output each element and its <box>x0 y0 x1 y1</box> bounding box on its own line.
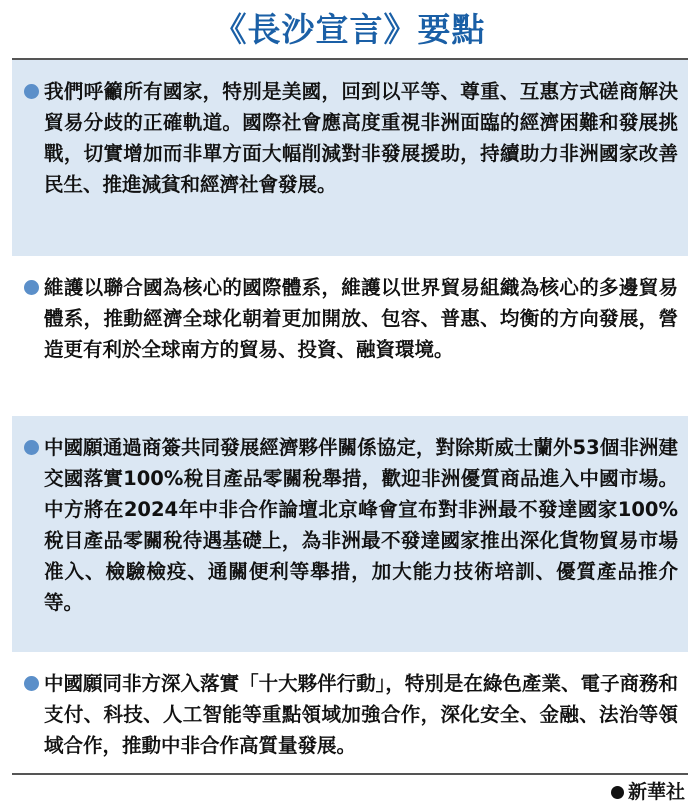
credit-dot-icon <box>611 786 624 799</box>
bullet-dot-icon <box>24 440 39 455</box>
bottom-divider <box>12 773 688 775</box>
point-text-1: 我們呼籲所有國家，特別是美國，回到以平等、尊重、互惠方式磋商解決貿易分歧的正確軌道。國際社會應高度重視非洲面臨的經濟困難和發展挑戰，切實增加而非單方面大幅削減對非發展援助，持續助力非洲國家改善民生、推進減貧和經濟社會發展。 <box>44 80 678 196</box>
point-item-3 <box>24 432 678 618</box>
bullet-dot-icon <box>24 280 39 295</box>
point-panel-4 <box>12 652 688 772</box>
point-text-2: 維護以聯合國為核心的國際體系，維護以世界貿易組織為核心的多邊貿易體系，推動經濟全球化朝着更加開放、包容、普惠、均衡的方向發展，營造更有利於全球南方的貿易、投資、融資環境。 <box>44 276 678 361</box>
point-item-2 <box>24 272 678 365</box>
point-panel-2 <box>12 256 688 416</box>
point-text-4: 中國願同非方深入落實「十大夥伴行動」，特別是在綠色產業、電子商務和支付、科技、人工智能等重點領域加強合作，深化安全、金融、法治等領域合作，推動中非合作高質量發展。 <box>44 672 678 757</box>
source-credit <box>611 779 685 805</box>
source-credit-text: 新華社 <box>627 781 685 803</box>
page-title: 《長沙宣言》要點 <box>213 10 486 49</box>
point-item-4 <box>24 668 678 761</box>
point-item-1 <box>24 76 678 200</box>
bullet-dot-icon <box>24 84 39 99</box>
point-panel-1 <box>12 60 688 256</box>
point-text-3: 中國願通過商簽共同發展經濟夥伴關係協定，對除斯威士蘭外53個非洲建交國落實100%稅目產品零關稅舉措，歡迎非洲優質商品進入中國市場。中方將在2024年中非合作論壇北京峰會宣布對非洲最不發達國家100%稅目產品零關稅待遇基礎上，為非洲最不發達國家推出深化貨物貿易市場准入、檢驗檢疫、通關便利等舉措，加大能力技術培訓、優質產品推介等。 <box>44 436 678 614</box>
point-panel-3 <box>12 416 688 652</box>
bullet-dot-icon <box>24 676 39 691</box>
